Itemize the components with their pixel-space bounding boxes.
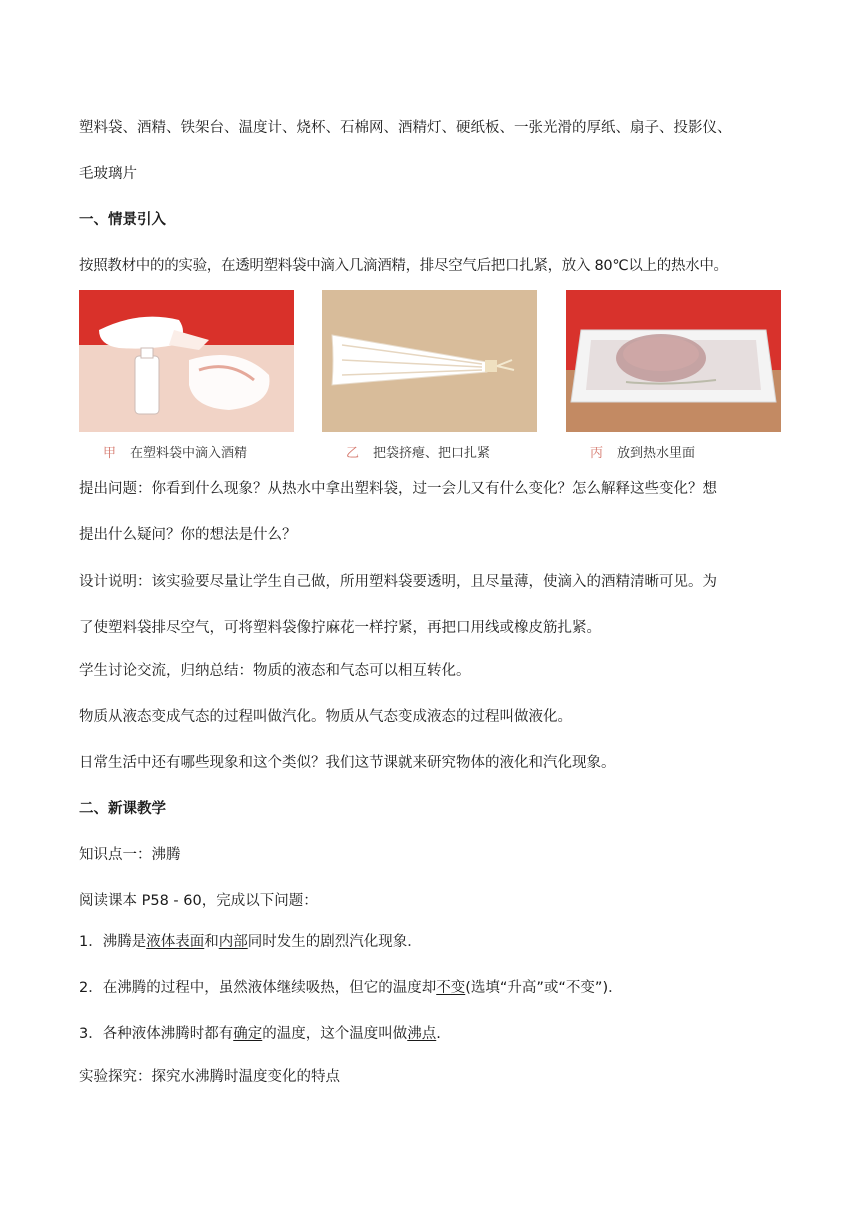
design-line-1: 设计说明：该实验要尽量让学生自己做，所用塑料袋要透明，且尽量薄，使滴入的酒精清晰可见。为 <box>79 574 717 590</box>
q2-text-c: (选填“升高”或“不变”)． <box>465 980 623 996</box>
figure-jia <box>79 290 294 465</box>
question-line-2: 提出什么疑问？你的想法是什么？ <box>79 527 297 543</box>
caption-text-yi: 把袋挤瘪、把口扎紧 <box>373 446 491 461</box>
experiment-heading: 实验探究：探究水沸腾时温度变化的特点 <box>79 1069 340 1085</box>
question-2 <box>79 978 789 998</box>
q1-text-e: 同时发生的剧烈汽化现象． <box>247 934 422 950</box>
figure-yi <box>322 290 537 465</box>
caption-marker-bing: 丙 <box>590 446 604 461</box>
question-1 <box>79 932 789 952</box>
materials-line-1: 塑料袋、酒精、铁架台、温度计、烧杯、石棉网、酒精灯、硬纸板、一张光滑的厚纸、扇子、投影仪、 <box>79 120 732 136</box>
q1-text-a: 1．沸腾是 <box>79 934 147 950</box>
q1-answer-inside: 内部 <box>218 934 248 950</box>
section-heading-new-lesson: 二、新课教学 <box>79 801 166 817</box>
question-3 <box>79 1024 789 1044</box>
caption-jia <box>79 442 294 462</box>
materials-line-2: 毛玻璃片 <box>79 166 137 182</box>
reading-instruction: 阅读课本 P58 - 60，完成以下问题： <box>79 893 318 909</box>
caption-marker-yi: 乙 <box>346 446 360 461</box>
q1-answer-surface: 液体表面 <box>146 934 205 950</box>
q3-answer-boiling-point: 沸点 <box>407 1026 437 1042</box>
knowledge-point-1: 知识点一：沸腾 <box>79 847 181 863</box>
caption-marker-jia: 甲 <box>103 446 117 461</box>
caption-text-bing: 放到热水里面 <box>617 446 696 461</box>
q2-text-a: 2．在沸腾的过程中，虽然液体继续吸热，但它的温度却 <box>79 980 437 996</box>
q1-text-c: 和 <box>204 934 219 950</box>
daily-life-paragraph: 日常生活中还有哪些现象和这个类似？我们这节课就来研究物体的液化和汽化现象。 <box>79 755 616 771</box>
q3-text-e: . <box>436 1026 441 1042</box>
q3-answer-definite: 确定 <box>233 1026 263 1042</box>
q3-text-c: 的温度，这个温度叫做 <box>262 1026 408 1042</box>
section-heading-intro: 一、情景引入 <box>79 212 166 228</box>
question-line-1: 提出问题：你看到什么现象？从热水中拿出塑料袋，过一会儿又有什么变化？怎么解释这些变化？想 <box>79 481 717 497</box>
caption-bing <box>566 442 781 462</box>
discussion-paragraph: 学生讨论交流，归纳总结：物质的液态和气态可以相互转化。 <box>79 663 471 679</box>
design-line-2: 了使塑料袋排尽空气，可将塑料袋像拧麻花一样拧紧，再把口用线或橡皮筋扎紧。 <box>79 620 601 636</box>
photo-dropping-alcohol-icon <box>79 290 294 432</box>
photo-bag-in-hot-water-icon <box>566 290 781 432</box>
definitions-paragraph: 物质从液态变成气态的过程叫做汽化。物质从气态变成液态的过程叫做液化。 <box>79 709 572 725</box>
figure-bing <box>566 290 781 465</box>
photo-bag-tied-icon <box>322 290 537 432</box>
q2-answer-unchanged: 不变 <box>436 980 466 996</box>
caption-yi <box>322 442 537 462</box>
caption-text-jia: 在塑料袋中滴入酒精 <box>130 446 248 461</box>
q3-text-a: 3．各种液体沸腾时都有 <box>79 1026 234 1042</box>
intro-paragraph: 按照教材中的的实验，在透明塑料袋中滴入几滴酒精，排尽空气后把口扎紧，放入 80℃以上的热水中。 <box>79 258 728 274</box>
